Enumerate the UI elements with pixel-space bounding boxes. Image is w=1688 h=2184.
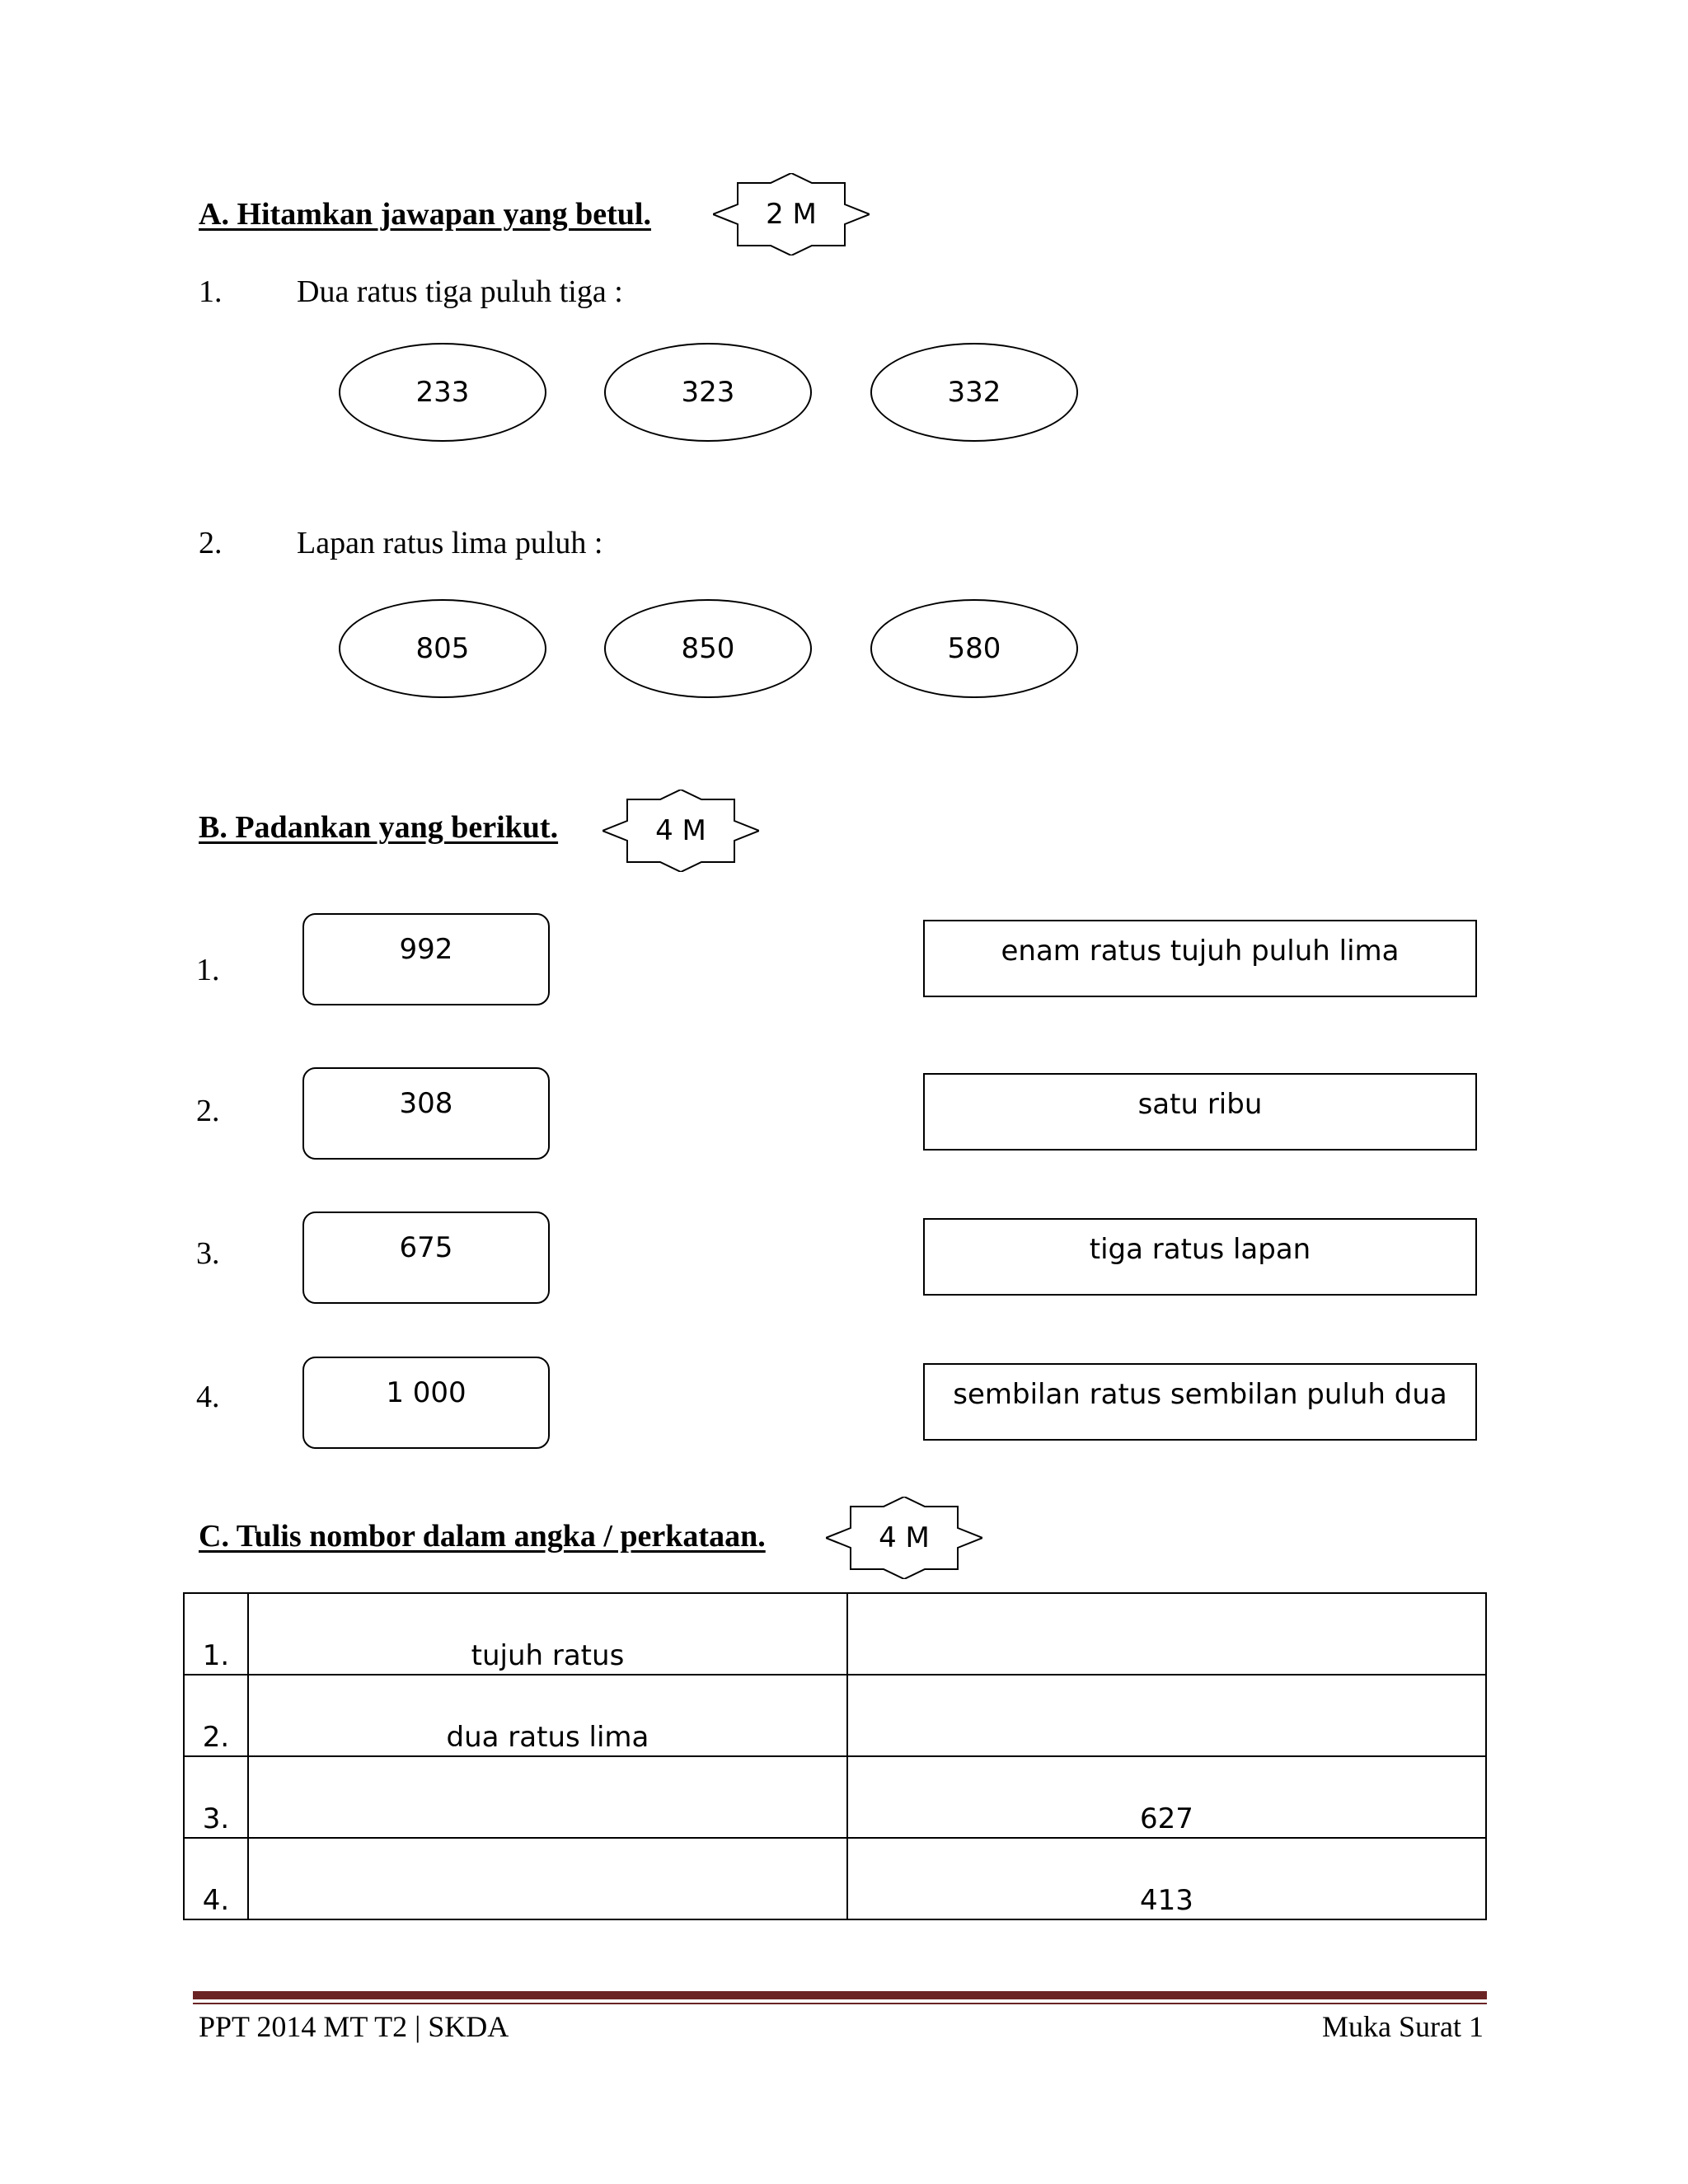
section-a-marks: 2 M — [766, 198, 817, 231]
section-a-marks-badge — [713, 173, 870, 255]
numeral-cell[interactable]: 627 — [847, 1756, 1486, 1838]
section-b-heading: B. Padankan yang berikut. — [199, 810, 559, 845]
row-number: 4. — [184, 1838, 248, 1919]
match-row-3-number: 3. — [196, 1236, 220, 1271]
section-c-heading: C. Tulis nombor dalam angka / perkataan. — [199, 1519, 766, 1554]
option-a2-1[interactable]: 805 — [339, 599, 546, 698]
footer-rule-thick — [193, 1991, 1487, 1999]
match-row-1-words[interactable]: enam ratus tujuh puluh lima — [923, 920, 1477, 997]
row-number: 1. — [184, 1593, 248, 1675]
row-number: 2. — [184, 1675, 248, 1756]
section-b-marks: 4 M — [655, 814, 706, 847]
section-a-heading: A. Hitamkan jawapan yang betul. — [199, 197, 651, 232]
question-a2-text: Lapan ratus lima puluh : — [297, 526, 603, 560]
match-row-1-number: 1. — [196, 953, 220, 987]
footer-page-number: Muka Surat 1 — [1322, 2010, 1484, 2043]
table-row — [184, 1675, 1486, 1756]
words-cell[interactable] — [248, 1756, 847, 1838]
footer-rule-thin — [193, 2003, 1487, 2004]
option-a1-1[interactable]: 233 — [339, 343, 546, 442]
match-row-2-number: 2. — [196, 1094, 220, 1128]
match-row-4-words[interactable]: sembilan ratus sembilan puluh dua — [923, 1363, 1477, 1441]
table-row — [184, 1593, 1486, 1675]
option-a2-2[interactable]: 850 — [604, 599, 812, 698]
section-b-marks-badge — [603, 790, 759, 872]
match-row-2-words[interactable]: satu ribu — [923, 1073, 1477, 1151]
match-row-2-numeral[interactable]: 308 — [302, 1067, 550, 1160]
option-a2-3[interactable]: 580 — [870, 599, 1078, 698]
row-number: 3. — [184, 1756, 248, 1838]
option-a1-3[interactable]: 332 — [870, 343, 1078, 442]
match-row-1-numeral[interactable]: 992 — [302, 913, 550, 1005]
answer-table — [183, 1592, 1487, 1920]
words-cell[interactable]: tujuh ratus — [248, 1593, 847, 1675]
match-row-3-words[interactable]: tiga ratus lapan — [923, 1218, 1477, 1296]
question-a2-number: 2. — [199, 526, 223, 560]
match-row-4-number: 4. — [196, 1380, 220, 1414]
numeral-cell[interactable] — [847, 1593, 1486, 1675]
match-row-4-numeral[interactable]: 1 000 — [302, 1357, 550, 1449]
footer-left: PPT 2014 MT T2 | SKDA — [199, 2010, 509, 2043]
words-cell[interactable] — [248, 1838, 847, 1919]
match-row-3-numeral[interactable]: 675 — [302, 1212, 550, 1304]
question-a1-number: 1. — [199, 274, 223, 309]
option-a1-2[interactable]: 323 — [604, 343, 812, 442]
section-c-marks: 4 M — [879, 1521, 930, 1554]
numeral-cell[interactable]: 413 — [847, 1838, 1486, 1919]
numeral-cell[interactable] — [847, 1675, 1486, 1756]
table-row — [184, 1756, 1486, 1838]
question-a1-text: Dua ratus tiga puluh tiga : — [297, 274, 623, 309]
words-cell[interactable]: dua ratus lima — [248, 1675, 847, 1756]
section-c-marks-badge — [826, 1497, 982, 1579]
table-row — [184, 1838, 1486, 1919]
